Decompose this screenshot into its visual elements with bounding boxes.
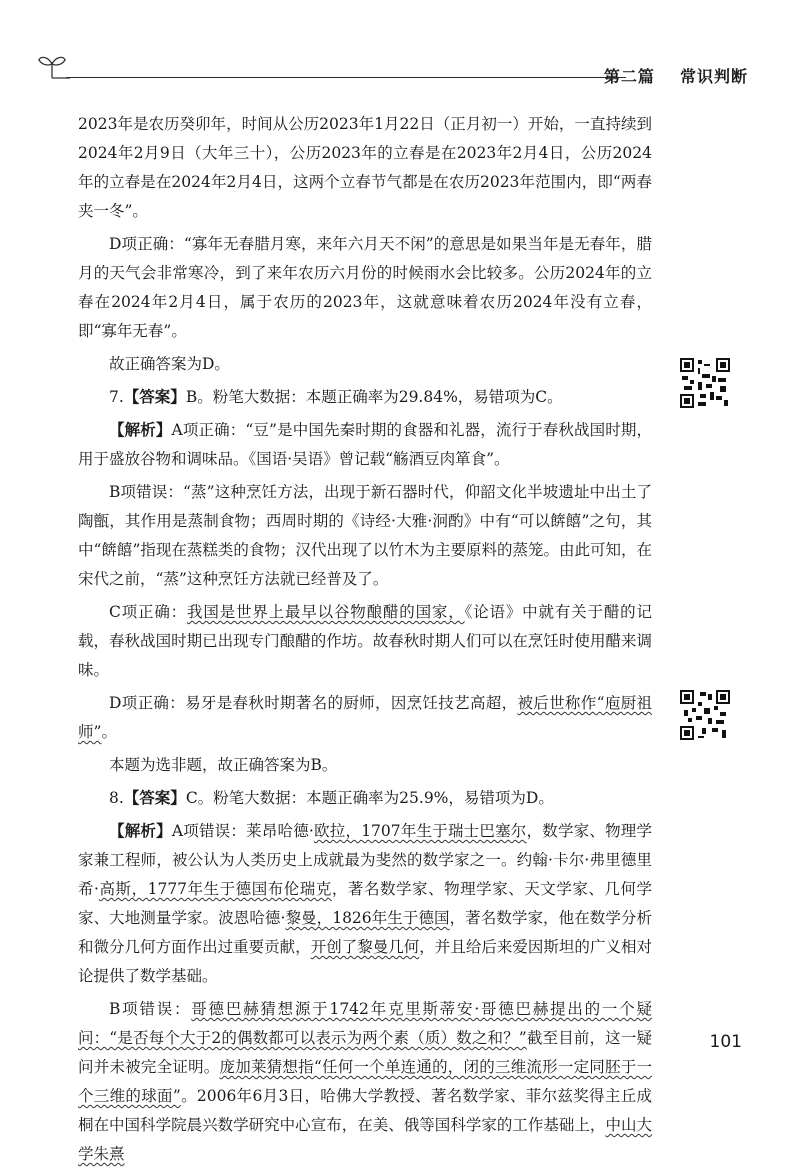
paragraph: D项正确：“寡年无春腊月寒，来年六月天不闲”的意思是如果当年是无春年，腊月的天气会非常寒冷，到了来年农历六月份的时候雨水会比较多。公历2024年的立春在2024年2月4日，属于农历的2023年，这就意味着农历2024年没有立春，即“寡年无春”。 [78,235,652,340]
underlined-text: 开创了黎曼几何 [310,938,420,956]
underlined-text: 中山大学朱熹 [78,1116,652,1163]
underlined-text: 高斯，1777年生于德国布伦瑞克 [98,880,332,898]
sprout-icon [36,52,70,82]
paragraph: 本题为选非题，故正确答案为B。 [109,756,338,774]
paragraph: 2023年是农历癸卯年，时间从公历2023年1月22日（正月初一）开始，一直持续到2024年2月9日（大年三十），公历2023年的立春是在2023年2月4日，公历2024年的立春是在2024年2月4日，这两个立春节气都是在农历2023年范围内，即“两春夹一冬”。 [78,115,652,220]
section-name: 常识判断 [679,67,748,86]
answer-tag: 【答案】 [123,388,186,406]
answer-tag: 【答案】 [123,789,186,807]
paragraph: 故正确答案为D。 [109,355,230,373]
analysis-q7-b: B项错误：“蒸”这种烹饪方法，出现于新石器时代，仰韶文化半坡遗址中出土了陶甑，其作用是蒸制食物；西周时期的《诗经·大雅·泂酌》中有“可以餴饎”之句，其中“餴饎”指现在蒸糕类的食物；汉代出现了以竹木为主要原料的蒸笼。由此可知，在宋代之前，“蒸”这种烹饪方法就已经普及了。 [78,483,652,588]
analysis-tag: 【解析】 [109,822,172,840]
qr-code-icon[interactable] [680,358,730,408]
underlined-text: 黎曼，1826年生于德国 [285,909,450,927]
underlined-text: 庞加莱猜想指“任何一个单连通的，闭的三维流形一定同胚于一个三维的球面” [78,1058,652,1105]
underlined-text: 哥德巴赫猜想源于1742年克里斯蒂安·哥德巴赫提出的一个疑问：“是否每个大于2的偶数都可以表示为两个素（质）数之和？” [78,1000,652,1047]
analysis-tag: 【解析】 [109,421,172,439]
page-body [78,110,652,1173]
analysis-q8-b: B项错误：哥德巴赫猜想源于1742年克里斯蒂安·哥德巴赫提出的一个疑问：“是否每个大于2的偶数都可以表示为两个素（质）数之和？”截至目前，这一疑问并未被完全证明。庞加莱猜想指“任何一个单连通的，闭的三维流形一定同胚于一个三维的球面”。2006年6月3日，哈佛大学教授、著名数学家、菲尔兹奖得主丘成桐在中国科学院晨兴数学研究中心宣布，在美、俄等国科学家的工作基础上，中山大学朱熹 [78,1000,652,1163]
running-header [36,52,748,92]
page-number: 101 [709,1032,742,1052]
underlined-text: 我国是世界上最早以谷物酿醋的国家， [187,603,465,621]
answer-line-q7: 7.【答案】B。粉笔大数据：本题正确率为29.84%，易错项为C。 [109,388,563,406]
underlined-text: 欧拉，1707年生于瑞士巴塞尔 [313,822,527,840]
section-label: 第二篇 [603,67,655,86]
analysis-q7-c: C项正确：我国是世界上最早以谷物酿醋的国家，《论语》中就有关于醋的记载，春秋战国时期已出现专门酿醋的作坊。故春秋时期人们可以在烹饪时使用醋来调味。 [78,603,652,679]
analysis-q7-a: 【解析】A项正确：“豆”是中国先秦时期的食器和礼器，流行于春秋战国时期，用于盛放谷物和调味品。《国语·吴语》曾记载“觞酒豆肉箪食”。 [78,421,652,468]
analysis-q7-d: D项正确：易牙是春秋时期著名的厨师，因烹饪技艺高超，被后世称作“庖厨祖师”。 [78,694,652,741]
analysis-q8-a: 【解析】A项错误：莱昂哈德·欧拉，1707年生于瑞士巴塞尔，数学家、物理学家兼工程师，被公认为人类历史上成就最为斐然的数学家之一。约翰·卡尔·弗里德里希·高斯，1777年生于德国布伦瑞克，著名数学家、物理学家、天文学家、几何学家、大地测量学家。波恩哈德·黎曼，1826年生于德国，著名数学家，他在数学分析和微分几何方面作出过重要贡献，开创了黎曼几何，并且给后来爱因斯坦的广义相对论提供了数学基础。 [78,822,652,985]
chapter-title [604,64,748,87]
answer-line-q8: 8.【答案】C。粉笔大数据：本题正确率为25.9%，易错项为D。 [109,789,554,807]
underlined-text: 被后世称作“庖厨祖师” [78,694,652,741]
qr-code-icon[interactable] [680,690,730,740]
header-rule [66,77,626,78]
